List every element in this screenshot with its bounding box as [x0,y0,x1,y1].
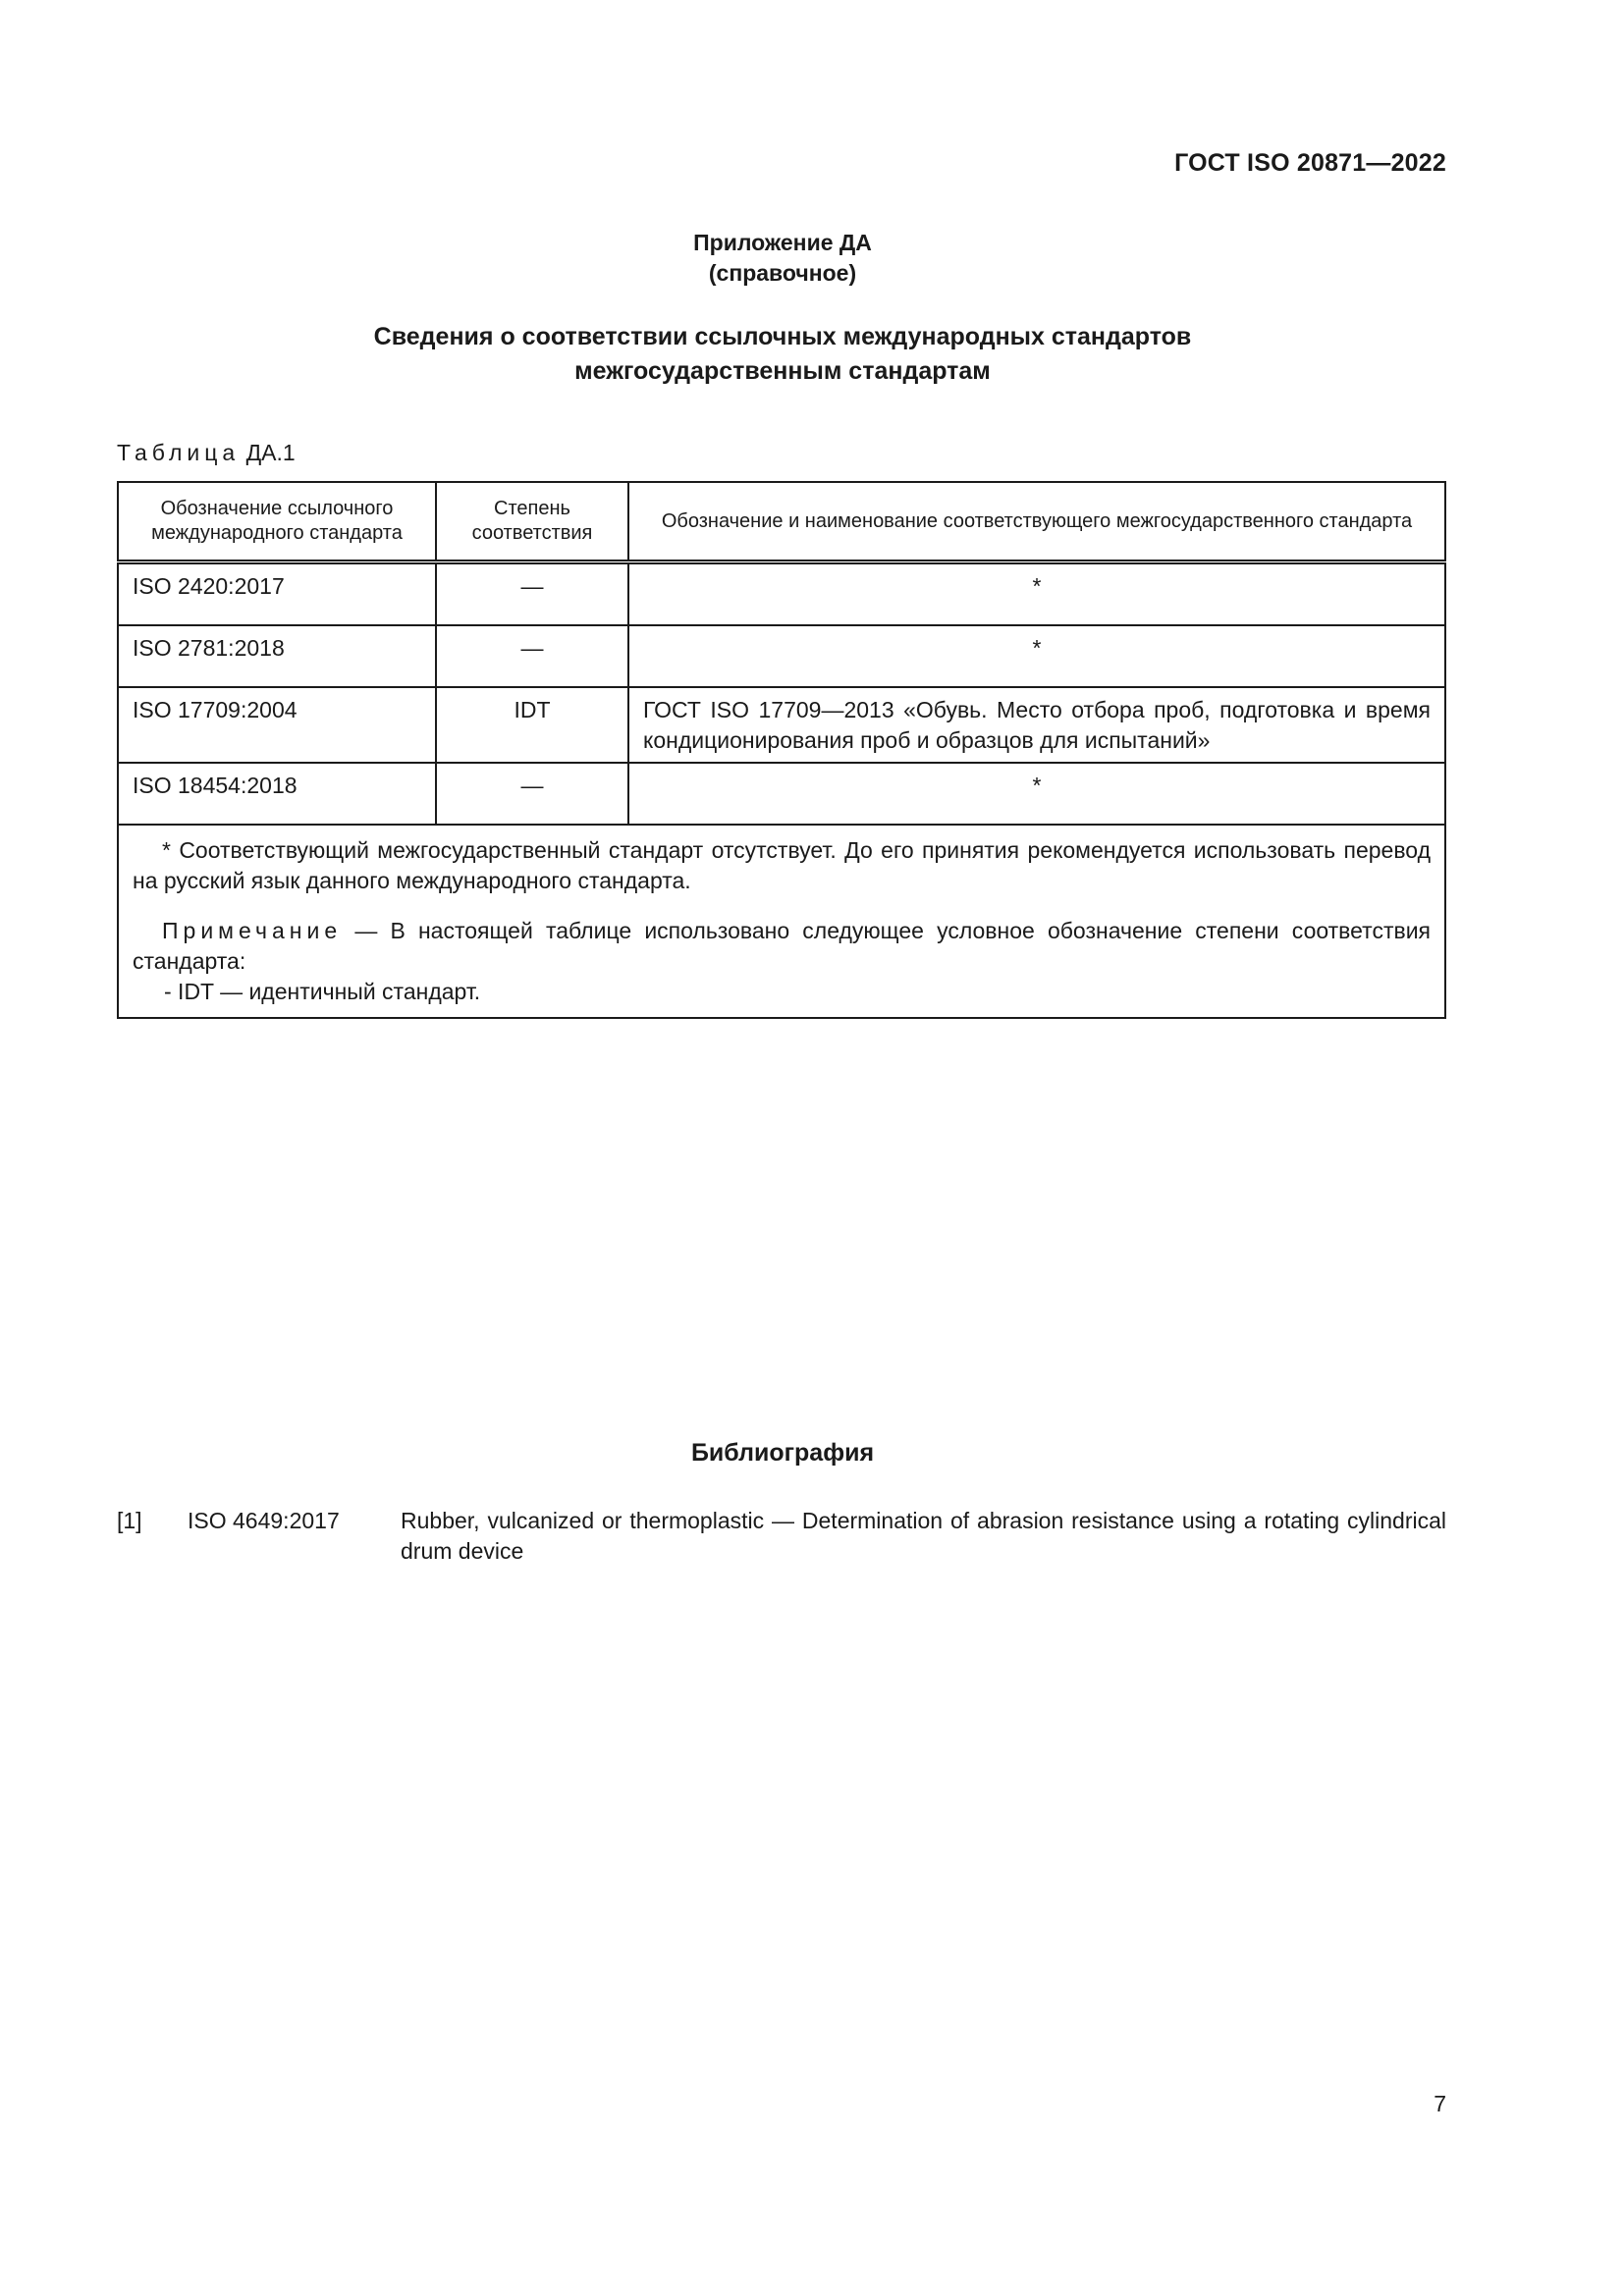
cell-code: ISO 18454:2018 [118,763,436,825]
table-row [118,625,1445,687]
document-code-header: ГОСТ ISO 20871—2022 [1174,149,1446,177]
cell-code: ISO 2781:2018 [118,625,436,687]
section-title-line-2: межгосударственным стандартам [574,357,991,385]
standards-correspondence-table [117,481,1446,1019]
cell-name: * [628,763,1445,825]
bibliography-entry [117,1506,1446,1567]
note-list-item: - IDT — идентичный стандарт. [164,979,481,1004]
appendix-subtitle: (справочное) [708,260,857,286]
cell-name: ГОСТ ISO 17709—2013 «Обувь. Место отбора проб, подготовка и время кондиционирования проб и образцов для испытаний» [628,687,1445,763]
cell-name: * [628,625,1445,687]
section-title [0,320,1565,389]
appendix-title: Приложение ДА [693,230,872,255]
table-footnote-cell [118,825,1445,1018]
table-header-row [118,482,1445,562]
table-footnote: * Соответствующий межгосударственный стандарт отсутствует. До его принятия рекомендуется использовать перевод на русский язык данного международного стандарта. [133,837,1431,893]
bibliography-entry-number: [1] [117,1508,142,1533]
bibliography-title: Библиография [690,1439,875,1467]
note-label: Примечание [162,918,343,943]
cell-code: ISO 17709:2004 [118,687,436,763]
note-text: — В настоящей таблице использовано следующее условное обозначение степени соответствия стандарта: [133,918,1431,974]
header-reference-standard: Обозначение ссылочного международного стандарта [118,482,436,562]
cell-degree: — [436,625,628,687]
header-interstate-standard: Обозначение и наименование соответствующего межгосударственного стандарта [628,482,1445,562]
table-label [117,440,296,466]
table-footnote-row [118,825,1445,1018]
section-title-line-1: Сведения о соответствии ссылочных международных стандартов [373,323,1192,350]
bibliography-entry-text: Rubber, vulcanized or thermoplastic — Determination of abrasion resistance using a rotating cylindrical drum device [401,1508,1446,1564]
table-label-number: ДА.1 [245,440,296,465]
cell-degree: — [436,562,628,626]
table-row [118,763,1445,825]
cell-code: ISO 2420:2017 [118,562,436,626]
bibliography-entry-code: ISO 4649:2017 [188,1508,340,1533]
cell-name: * [628,562,1445,626]
cell-degree: IDT [436,687,628,763]
cell-degree: — [436,763,628,825]
table-note [133,916,1431,977]
header-degree: Степень соответствия [436,482,628,562]
table-label-word: Таблица [117,440,241,465]
table-row [118,562,1445,626]
page-number: 7 [1434,2091,1446,2116]
appendix-heading [0,228,1565,289]
table-row [118,687,1445,763]
